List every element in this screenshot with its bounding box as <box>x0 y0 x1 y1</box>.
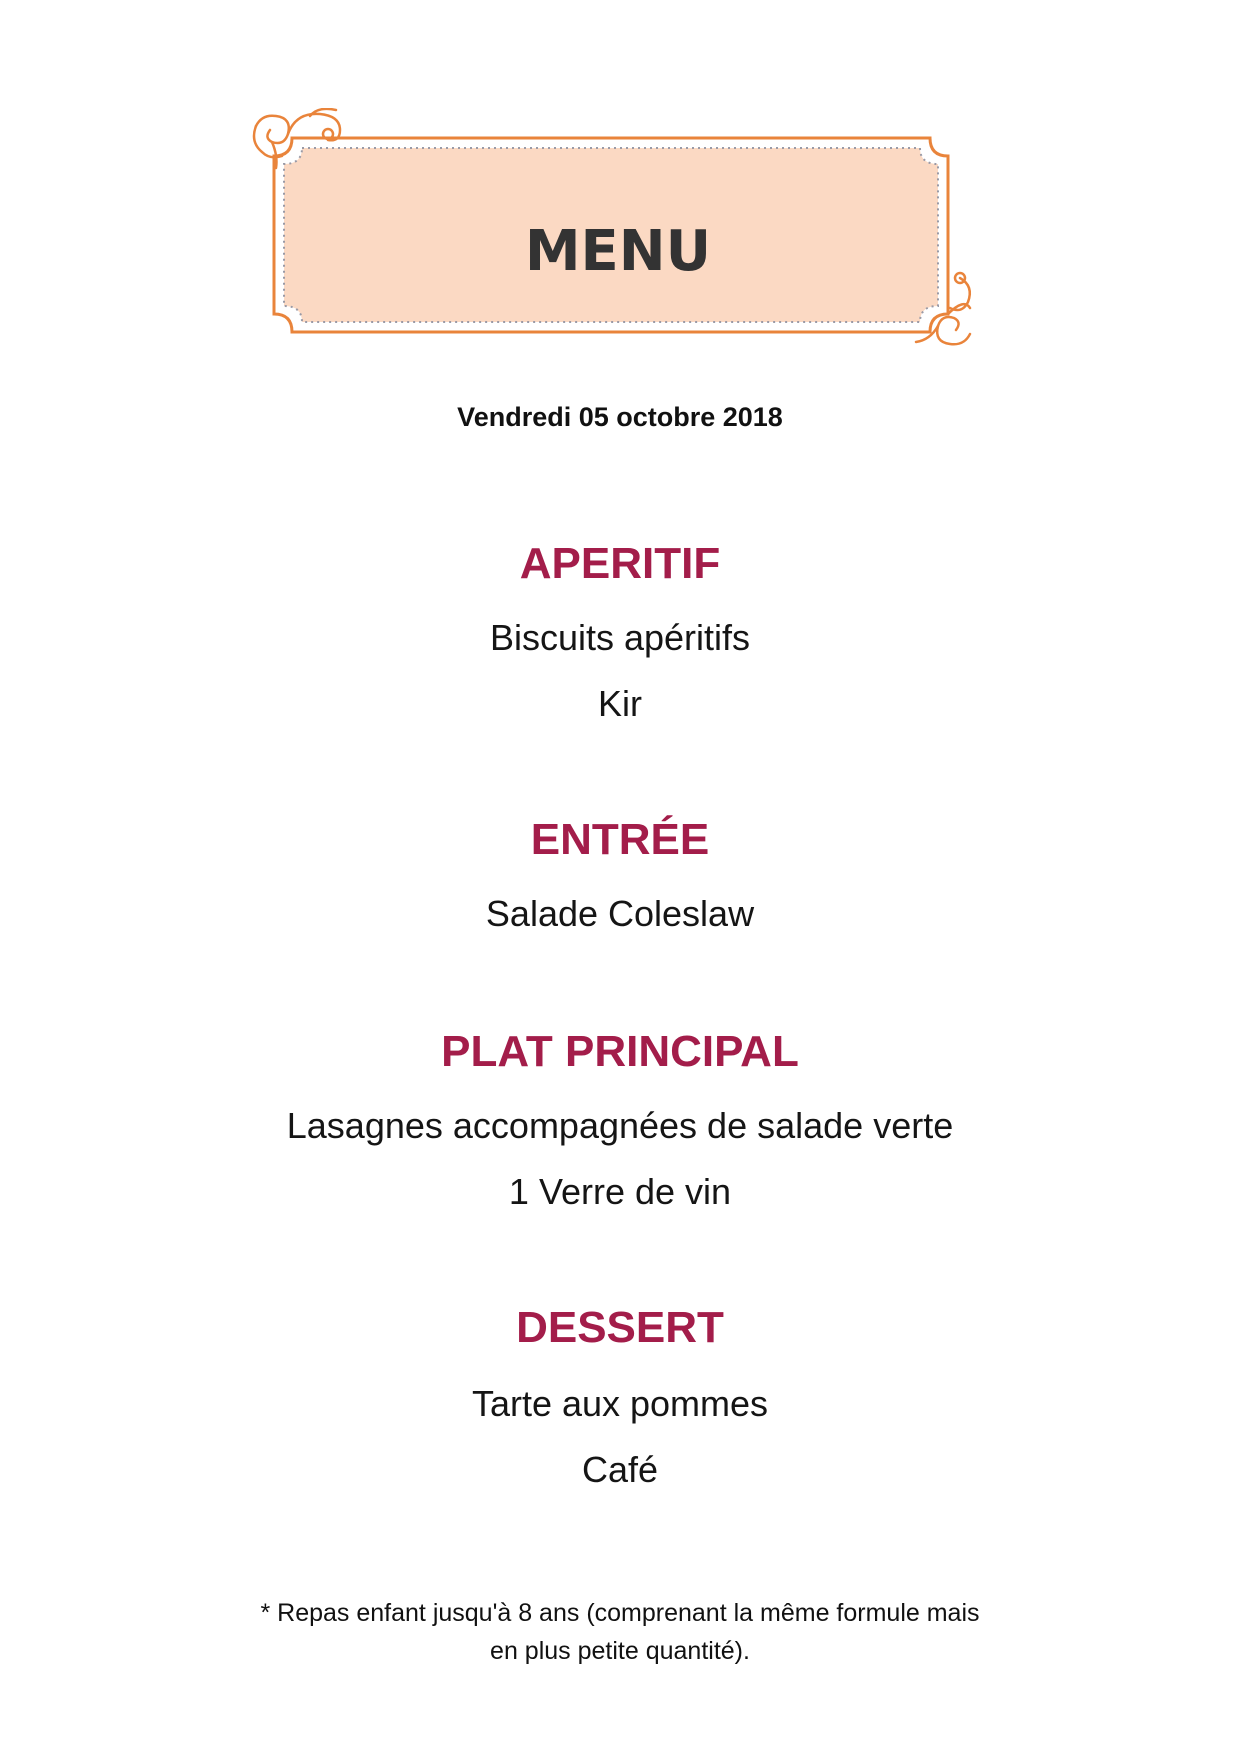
menu-item: Café <box>581 1449 659 1490</box>
menu-item: Biscuits apéritifs <box>489 617 751 658</box>
footnote-line: en plus petite quantité). <box>490 1637 750 1665</box>
event-date: Vendredi 05 octobre 2018 <box>457 402 783 432</box>
section-heading-aperitif: APERITIF <box>519 539 721 588</box>
section-heading-plat-principal: PLAT PRINCIPAL <box>441 1027 799 1076</box>
menu-title-banner <box>248 108 988 348</box>
section-heading-dessert: DESSERT <box>516 1303 724 1352</box>
footnote-line: * Repas enfant jusqu'à 8 ans (comprenant la même formule mais <box>260 1599 980 1627</box>
section-heading-entree: ENTRÉE <box>530 815 710 864</box>
page-title: MENU <box>524 219 712 284</box>
menu-item: Salade Coleslaw <box>485 893 755 934</box>
menu-item: Kir <box>598 683 642 724</box>
menu-item: 1 Verre de vin <box>508 1171 732 1212</box>
menu-item: Lasagnes accompagnées de salade verte <box>286 1105 954 1146</box>
menu-item: Tarte aux pommes <box>471 1383 769 1424</box>
footnote <box>180 1594 1060 1670</box>
